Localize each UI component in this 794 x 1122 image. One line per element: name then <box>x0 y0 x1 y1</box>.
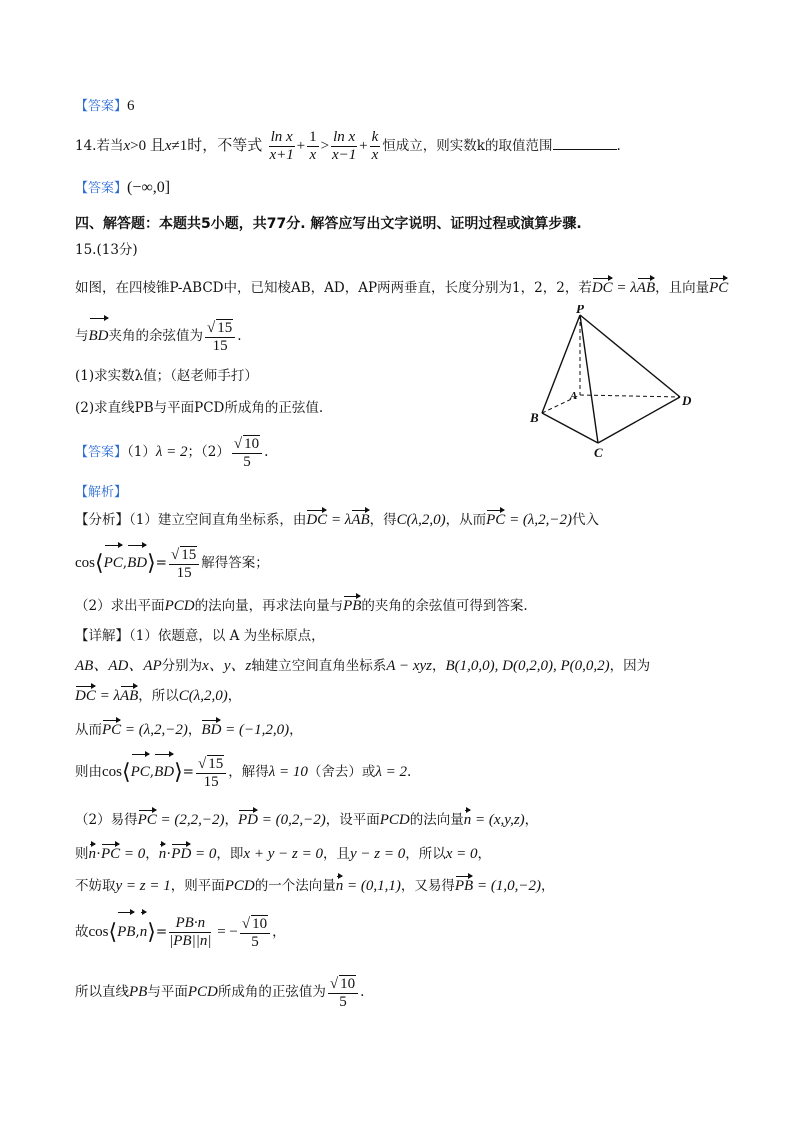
analysis-line2: cos⟨PC,BD⟩= $\frac{√ 15}{15}$ 解得答案； <box>75 546 269 581</box>
analysis-tag: 【解析】 <box>75 485 128 500</box>
detail-line5: 则由cos⟨PC,BD⟩= $\frac{√ 15}{15}$ ，解得λ = 10（舍去）或λ = 2. <box>75 755 412 790</box>
detail-line7: 则n·PC = 0，n·PD = 0，即x + y − z = 0，且y − z = 0，所以x = 0， <box>75 846 491 862</box>
answer-15: 【答案】（1）λ = 2；（2） $\frac{√ 10}{5}$ . <box>75 435 269 470</box>
detail-line4: 从而PC = (λ,2,−2)，BD = (−1,2,0)， <box>75 722 303 738</box>
sub-question-1: (1)求实数λ值；（赵老师手打） <box>75 368 258 384</box>
sub-question-2: (2)求直线PB与平面PCD所成角的正弦值. <box>75 400 324 416</box>
detail-line6: （2）易得PC = (2,2,−2)，PD = (0,2,−2)，设平面PCD的法向量n = (x,y,z)， <box>75 812 539 828</box>
label-D: D <box>682 393 692 408</box>
fraction: $\frac{1}{x}$ <box>309 129 317 163</box>
question-15-number: 15.(13分) <box>75 242 138 258</box>
fraction: $\frac{\text{ln x}}{x+1}$ <box>269 129 294 163</box>
section-heading: 四、解答题：本题共5小题，共77分. 解答应写出文字说明、证明过程或演算步骤. <box>75 216 582 232</box>
detail-line1: 【详解】（1）依题意，以 A 为坐标原点， <box>75 628 325 644</box>
answer-13 <box>75 96 754 117</box>
detail-line10: 所以直线PB与平面PCD所成角的正弦值为 $\frac{√ 10}{5}$ . <box>75 975 365 1010</box>
label-P: P <box>576 305 584 316</box>
answer-14: 【答案】(−∞,0] <box>75 179 171 196</box>
answer-tag: 【答案】 <box>75 99 128 114</box>
detail-line9: 故cos⟨PB,n⟩= $\frac{PB\cdot n}{|PB||n|}$ = − $\frac{√ 10}{5}$ ， <box>75 912 754 953</box>
answer-value: 6 <box>127 98 135 114</box>
question-15-line1: 如图，在四棱锥P-ABCD中，已知棱AB，AD，AP两两垂直，长度分别为1，2，2，若DC = λAB，且向量PC <box>75 280 729 296</box>
label-A: A <box>570 390 578 402</box>
question-15-line2: 与BD夹角的余弦值为 $\frac{√ 15}{15}$ . <box>75 319 242 354</box>
label-B: B <box>530 410 539 425</box>
label-C: C <box>594 445 603 460</box>
detail-line8: 不妨取y = z = 1，则平面PCD的一个法向量n = (0,1,1)，又易得PB = (1,0,−2)， <box>75 878 555 894</box>
fraction: $\frac{k}{x}$ <box>371 129 379 163</box>
analysis-line3: （2）求出平面PCD的法向量，再求法向量与PB的夹角的余弦值可得到答案. <box>75 598 528 614</box>
detail-line3: DC = λAB，所以C(λ,2,0)， <box>75 688 242 704</box>
question-14: 14.若当x>0 且x≠1时，不等式 $\frac{\text{ln x}}{x+1}$ + $\frac{1}{x}$ > $\frac{\text{ln x}}{x-1}$ + $\frac{k}{x}$ 恒成立，则实数k的取值范围 . <box>75 129 621 163</box>
answer-blank <box>553 135 617 150</box>
analysis-line1: 【分析】（1）建立空间直角坐标系，由DC = λAB，得C(λ,2,0)，从而PC = (λ,2,−2)代入 <box>75 512 600 528</box>
detail-line2: AB、AD、AP分别为x、y、z轴建立空间直角坐标系A − xyz，B(1,0,0), D(0,2,0), P(0,0,2)，因为 <box>75 658 651 674</box>
fraction: $\frac{\text{ln x}}{x-1}$ <box>331 129 357 163</box>
